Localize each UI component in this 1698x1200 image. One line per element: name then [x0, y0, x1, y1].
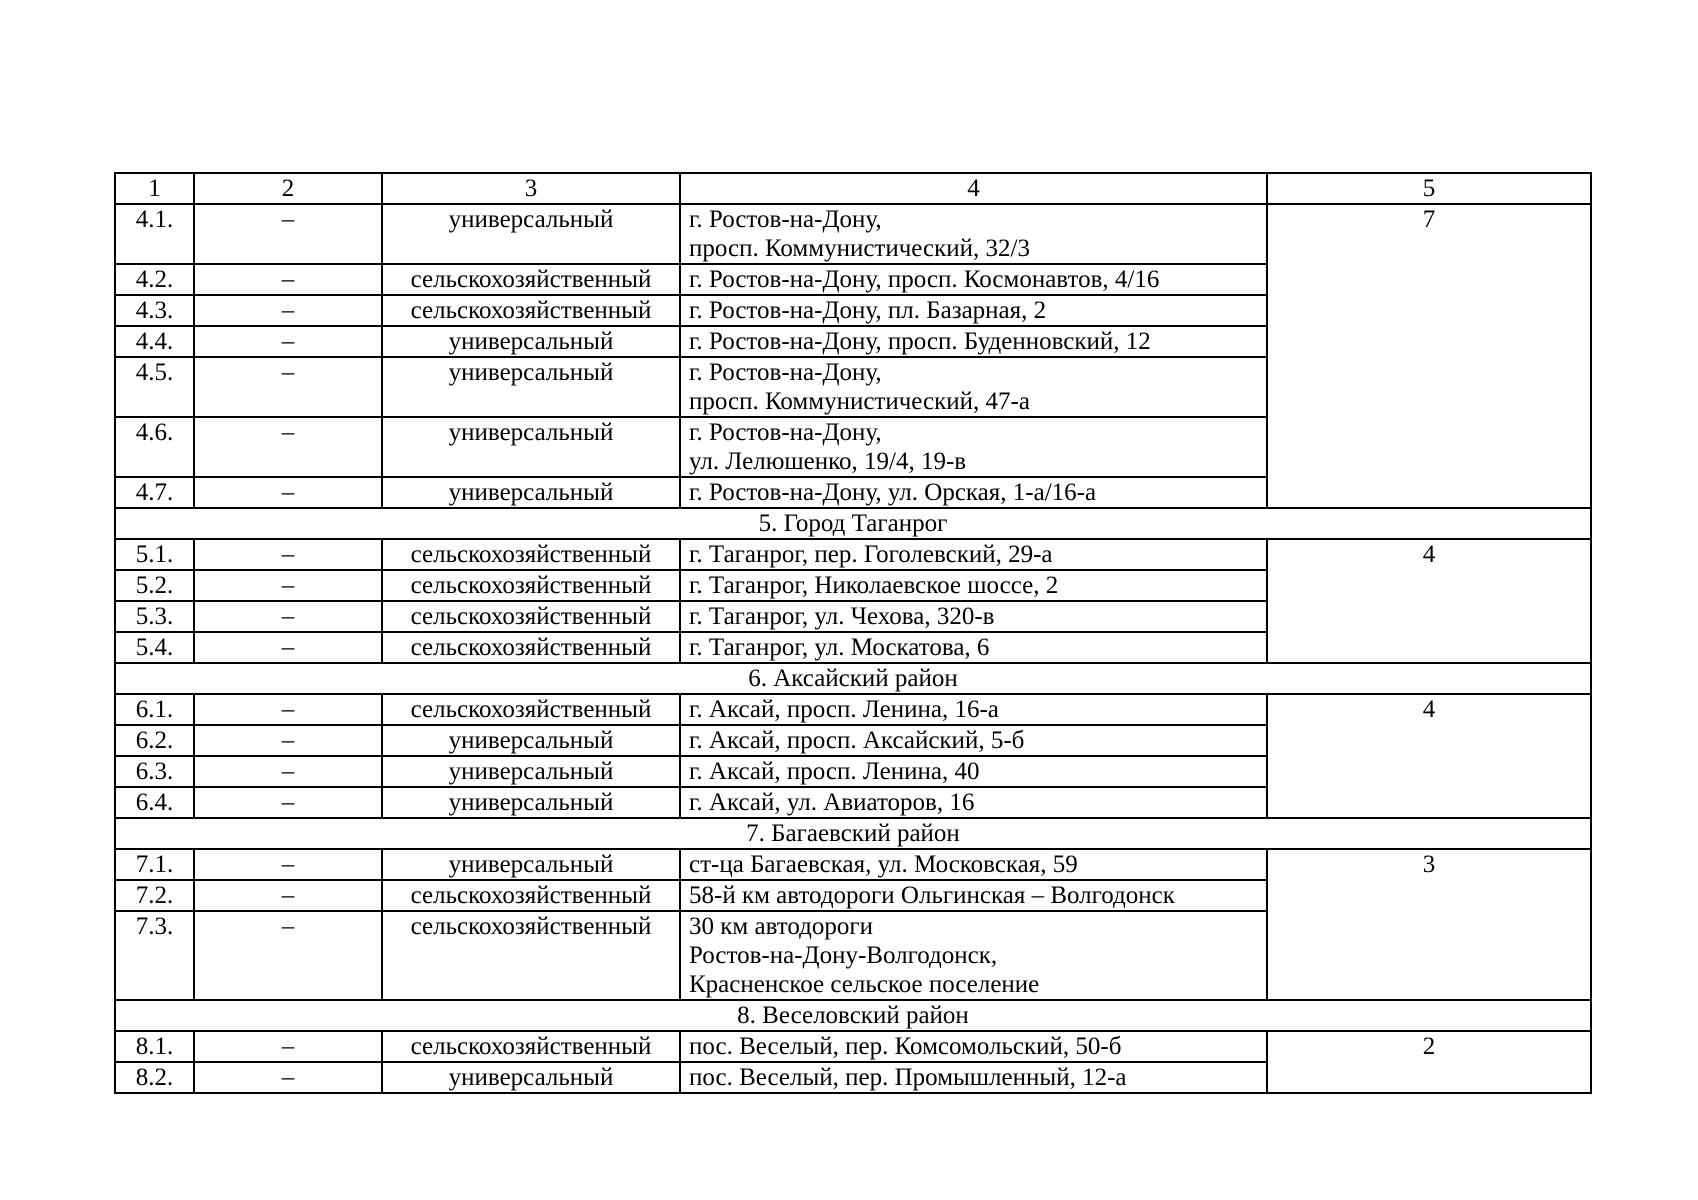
table-row: [115, 849, 1591, 880]
header-col-3: 3: [382, 173, 680, 204]
row-number: 7.3.: [115, 911, 194, 1000]
address-line: г. Аксай, просп. Аксайский, 5-б: [689, 727, 1025, 754]
address-line: г. Таганрог, Николаевское шоссе, 2: [689, 572, 1059, 599]
row-dash: –: [194, 880, 382, 911]
market-type: сельскохозяйственный: [382, 570, 680, 601]
address-line: г. Ростов-на-Дону,: [689, 206, 882, 233]
market-address: [680, 725, 1267, 756]
market-address: [680, 911, 1267, 1000]
section-heading-row: [115, 663, 1591, 694]
market-address: [680, 295, 1267, 326]
section-count: 2: [1267, 1031, 1591, 1093]
market-type: универсальный: [382, 326, 680, 357]
market-address: [680, 849, 1267, 880]
row-dash: –: [194, 295, 382, 326]
row-number: 6.3.: [115, 756, 194, 787]
row-dash: –: [194, 477, 382, 508]
table-row: [115, 1031, 1591, 1062]
row-dash: –: [194, 756, 382, 787]
market-address: [680, 264, 1267, 295]
table-body: [115, 204, 1591, 1093]
section-heading-row: [115, 1000, 1591, 1031]
row-number: 6.1.: [115, 694, 194, 725]
section-count: 4: [1267, 539, 1591, 663]
market-type: сельскохозяйственный: [382, 880, 680, 911]
market-address: [680, 880, 1267, 911]
market-address: [680, 1031, 1267, 1062]
row-number: 4.1.: [115, 204, 194, 264]
header-row: [115, 173, 1591, 204]
row-number: 5.2.: [115, 570, 194, 601]
market-address: [680, 539, 1267, 570]
row-dash: –: [194, 1062, 382, 1093]
row-number: 6.4.: [115, 787, 194, 818]
markets-table: [114, 172, 1592, 1094]
row-number: 8.1.: [115, 1031, 194, 1062]
address-line: г. Ростов-на-Дону, ул. Орская, 1-а/16-а: [689, 479, 1097, 506]
row-dash: –: [194, 632, 382, 663]
market-address: [680, 787, 1267, 818]
section-title: 6. Аксайский район: [115, 663, 1591, 694]
market-type: сельскохозяйственный: [382, 911, 680, 1000]
section-title: 8. Веселовский район: [115, 1000, 1591, 1031]
row-number: 8.2.: [115, 1062, 194, 1093]
market-type: сельскохозяйственный: [382, 694, 680, 725]
market-type: универсальный: [382, 477, 680, 508]
address-line: г. Ростов-на-Дону,: [689, 359, 882, 386]
market-type: сельскохозяйственный: [382, 264, 680, 295]
row-dash: –: [194, 570, 382, 601]
row-dash: –: [194, 725, 382, 756]
row-dash: –: [194, 357, 382, 417]
row-dash: –: [194, 694, 382, 725]
address-line: г. Аксай, ул. Авиаторов, 16: [689, 789, 975, 816]
market-type: универсальный: [382, 849, 680, 880]
section-heading-row: [115, 508, 1591, 539]
row-number: 4.3.: [115, 295, 194, 326]
market-type: универсальный: [382, 1062, 680, 1093]
market-type: универсальный: [382, 756, 680, 787]
market-address: [680, 477, 1267, 508]
row-number: 7.1.: [115, 849, 194, 880]
address-line: г. Аксай, просп. Ленина, 40: [689, 758, 980, 785]
market-address: [680, 326, 1267, 357]
table-row: [115, 539, 1591, 570]
market-type: универсальный: [382, 417, 680, 477]
address-line: ст-ца Багаевская, ул. Московская, 59: [689, 851, 1078, 878]
header-col-1: 1: [115, 173, 194, 204]
address-line: г. Таганрог, ул. Чехова, 320-в: [689, 603, 995, 630]
market-address: [680, 601, 1267, 632]
header-col-2: 2: [194, 173, 382, 204]
address-line: 58-й км автодороги Ольгинская – Волгодонск: [689, 882, 1175, 909]
market-type: сельскохозяйственный: [382, 295, 680, 326]
address-line: пос. Веселый, пер. Промышленный, 12-а: [689, 1064, 1127, 1091]
section-count: 7: [1267, 204, 1591, 508]
row-number: 4.7.: [115, 477, 194, 508]
address-line: г. Ростов-на-Дону, просп. Космонавтов, 4/16: [689, 266, 1160, 293]
row-dash: –: [194, 911, 382, 1000]
market-type: сельскохозяйственный: [382, 601, 680, 632]
row-number: 7.2.: [115, 880, 194, 911]
address-line: г. Аксай, просп. Ленина, 16-а: [689, 696, 999, 723]
section-count: 3: [1267, 849, 1591, 1000]
address-line: г. Ростов-на-Дону,: [689, 419, 882, 446]
table-row: [115, 694, 1591, 725]
market-address: [680, 204, 1267, 264]
market-address: [680, 632, 1267, 663]
row-dash: –: [194, 1031, 382, 1062]
header-col-4: 4: [680, 173, 1267, 204]
address-line: просп. Коммунистический, 47-а: [689, 388, 1030, 415]
row-number: 4.6.: [115, 417, 194, 477]
row-number: 4.2.: [115, 264, 194, 295]
market-address: [680, 570, 1267, 601]
row-dash: –: [194, 601, 382, 632]
section-title: 5. Город Таганрог: [115, 508, 1591, 539]
market-type: сельскохозяйственный: [382, 632, 680, 663]
address-line: г. Таганрог, пер. Гоголевский, 29-а: [689, 541, 1053, 568]
market-type: сельскохозяйственный: [382, 1031, 680, 1062]
address-line: г. Ростов-на-Дону, пл. Базарная, 2: [689, 297, 1047, 324]
market-address: [680, 694, 1267, 725]
row-dash: –: [194, 539, 382, 570]
address-line: ул. Лелюшенко, 19/4, 19-в: [689, 448, 967, 475]
address-line: г. Ростов-на-Дону, просп. Буденновский, 12: [689, 328, 1151, 355]
row-dash: –: [194, 204, 382, 264]
address-line: Красненское сельское поселение: [689, 971, 1040, 998]
market-address: [680, 357, 1267, 417]
address-line: просп. Коммунистический, 32/3: [689, 235, 1030, 262]
row-dash: –: [194, 849, 382, 880]
address-line: 30 км автодороги: [689, 913, 873, 940]
row-number: 5.1.: [115, 539, 194, 570]
market-type: универсальный: [382, 787, 680, 818]
market-type: универсальный: [382, 357, 680, 417]
row-number: 4.5.: [115, 357, 194, 417]
market-type: сельскохозяйственный: [382, 539, 680, 570]
row-dash: –: [194, 326, 382, 357]
market-type: универсальный: [382, 725, 680, 756]
row-dash: –: [194, 787, 382, 818]
market-address: [680, 1062, 1267, 1093]
table-row: [115, 204, 1591, 264]
row-dash: –: [194, 264, 382, 295]
address-line: Ростов-на-Дону-Волгодонск,: [689, 942, 998, 969]
row-number: 6.2.: [115, 725, 194, 756]
row-number: 5.4.: [115, 632, 194, 663]
market-type: универсальный: [382, 204, 680, 264]
section-heading-row: [115, 818, 1591, 849]
table-header: [115, 173, 1591, 204]
market-address: [680, 417, 1267, 477]
row-number: 4.4.: [115, 326, 194, 357]
section-title: 7. Багаевский район: [115, 818, 1591, 849]
row-dash: –: [194, 417, 382, 477]
address-line: пос. Веселый, пер. Комсомольский, 50-б: [689, 1033, 1122, 1060]
market-address: [680, 756, 1267, 787]
section-count: 4: [1267, 694, 1591, 818]
row-number: 5.3.: [115, 601, 194, 632]
header-col-5: 5: [1267, 173, 1591, 204]
address-line: г. Таганрог, ул. Москатова, 6: [689, 634, 990, 661]
